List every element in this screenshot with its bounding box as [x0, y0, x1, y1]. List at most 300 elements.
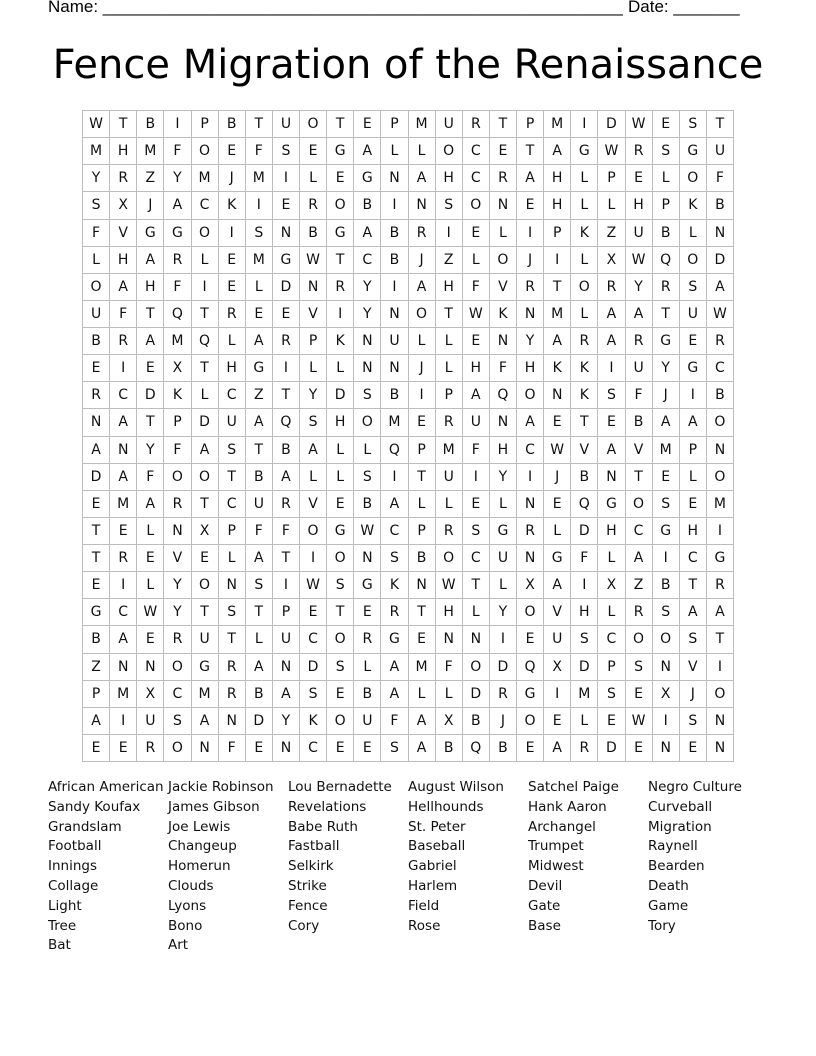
grid-cell: A	[463, 382, 490, 409]
grid-cell: T	[137, 409, 164, 436]
grid-cell: W	[83, 111, 110, 138]
grid-cell: L	[436, 491, 463, 518]
grid-cell: J	[653, 382, 680, 409]
grid-cell: N	[653, 654, 680, 681]
grid-cell: O	[707, 681, 734, 708]
grid-cell: A	[381, 491, 408, 518]
grid-cell: B	[83, 626, 110, 653]
grid-cell: T	[192, 599, 219, 626]
grid-cell: I	[192, 274, 219, 301]
grid-cell: G	[354, 572, 381, 599]
grid-cell: E	[137, 626, 164, 653]
grid-cell: I	[246, 192, 273, 219]
grid-cell: M	[192, 165, 219, 192]
grid-cell: T	[110, 111, 137, 138]
grid-cell: W	[626, 111, 653, 138]
grid-cell: N	[354, 328, 381, 355]
grid-cell: I	[219, 220, 246, 247]
grid-cell: L	[598, 545, 625, 572]
grid-cell: A	[300, 437, 327, 464]
grid-cell: S	[381, 735, 408, 762]
grid-cell: T	[327, 599, 354, 626]
grid-cell: L	[409, 681, 436, 708]
word-list-item: Innings	[48, 858, 98, 875]
grid-cell: N	[192, 735, 219, 762]
grid-cell: R	[517, 518, 544, 545]
grid-cell: S	[653, 599, 680, 626]
grid-cell: U	[273, 626, 300, 653]
word-list-item: Trumpet	[528, 838, 584, 855]
grid-cell: U	[354, 708, 381, 735]
grid-cell: C	[626, 518, 653, 545]
grid-cell: E	[626, 165, 653, 192]
grid-cell: C	[463, 545, 490, 572]
grid-cell: I	[544, 247, 571, 274]
grid-cell: E	[544, 708, 571, 735]
grid-cell: M	[246, 247, 273, 274]
grid-cell: S	[653, 138, 680, 165]
grid-cell: E	[680, 328, 707, 355]
word-list-item: Gabriel	[408, 858, 457, 875]
grid-cell: S	[246, 220, 273, 247]
grid-cell: D	[300, 654, 327, 681]
grid-cell: P	[409, 437, 436, 464]
grid-cell: Y	[490, 599, 517, 626]
grid-cell: B	[463, 708, 490, 735]
grid-cell: O	[626, 491, 653, 518]
grid-cell: L	[571, 708, 598, 735]
grid-cell: I	[680, 382, 707, 409]
grid-cell: T	[517, 138, 544, 165]
grid-cell: T	[192, 355, 219, 382]
grid-cell: K	[164, 382, 191, 409]
grid-cell: F	[164, 274, 191, 301]
grid-cell: I	[436, 220, 463, 247]
grid-cell: N	[544, 382, 571, 409]
word-list-item: Rose	[408, 917, 441, 934]
grid-cell: I	[517, 464, 544, 491]
grid-cell: B	[707, 382, 734, 409]
grid-cell: F	[436, 654, 463, 681]
grid-cell: T	[327, 111, 354, 138]
grid-cell: Y	[490, 464, 517, 491]
grid-cell: T	[571, 409, 598, 436]
grid-cell: A	[246, 409, 273, 436]
grid-cell: A	[544, 735, 571, 762]
grid-cell: O	[436, 545, 463, 572]
grid-cell: R	[436, 518, 463, 545]
word-list-item: Hank Aaron	[528, 798, 607, 815]
grid-cell: T	[327, 247, 354, 274]
grid-cell: A	[83, 708, 110, 735]
grid-cell: Z	[83, 654, 110, 681]
grid-cell: O	[463, 192, 490, 219]
grid-cell: U	[707, 138, 734, 165]
grid-cell: F	[110, 301, 137, 328]
grid-cell: M	[83, 138, 110, 165]
grid-cell: N	[354, 355, 381, 382]
grid-cell: V	[110, 220, 137, 247]
grid-cell: R	[164, 247, 191, 274]
word-list-item: Midwest	[528, 858, 584, 875]
word-search-grid	[82, 110, 734, 762]
grid-cell: N	[409, 572, 436, 599]
grid-cell: M	[571, 681, 598, 708]
grid-cell: S	[653, 491, 680, 518]
grid-cell: O	[653, 626, 680, 653]
grid-cell: D	[137, 382, 164, 409]
grid-cell: N	[219, 708, 246, 735]
grid-cell: G	[653, 328, 680, 355]
grid-cell: B	[409, 545, 436, 572]
word-list-item: African American	[48, 779, 164, 795]
grid-cell: V	[300, 301, 327, 328]
grid-cell: T	[219, 464, 246, 491]
grid-cell: T	[246, 437, 273, 464]
grid-cell: E	[273, 192, 300, 219]
word-list-item: Babe Ruth	[288, 818, 358, 835]
grid-cell: A	[409, 708, 436, 735]
grid-cell: E	[246, 301, 273, 328]
grid-cell: N	[707, 708, 734, 735]
grid-cell: G	[680, 355, 707, 382]
grid-cell: O	[192, 220, 219, 247]
grid-cell: G	[571, 138, 598, 165]
grid-cell: M	[544, 111, 571, 138]
grid-cell: R	[626, 328, 653, 355]
grid-cell: W	[463, 301, 490, 328]
grid-cell: L	[192, 247, 219, 274]
grid-cell: E	[83, 572, 110, 599]
grid-cell: V	[300, 491, 327, 518]
grid-cell: U	[463, 409, 490, 436]
grid-cell: E	[110, 735, 137, 762]
grid-cell: Z	[626, 572, 653, 599]
grid-cell: I	[164, 111, 191, 138]
grid-cell: O	[626, 626, 653, 653]
grid-cell: L	[490, 572, 517, 599]
grid-cell: Q	[381, 437, 408, 464]
grid-cell: P	[83, 681, 110, 708]
word-list-item: Death	[648, 877, 689, 894]
grid-cell: G	[192, 654, 219, 681]
grid-cell: N	[517, 545, 544, 572]
grid-cell: S	[680, 111, 707, 138]
grid-cell: P	[598, 654, 625, 681]
grid-cell: Y	[626, 274, 653, 301]
grid-cell: X	[544, 654, 571, 681]
grid-cell: E	[192, 545, 219, 572]
grid-cell: O	[354, 409, 381, 436]
grid-cell: R	[327, 274, 354, 301]
grid-cell: E	[653, 464, 680, 491]
grid-cell: F	[626, 382, 653, 409]
grid-cell: G	[653, 518, 680, 545]
grid-cell: J	[544, 464, 571, 491]
grid-cell: L	[409, 138, 436, 165]
grid-cell: P	[192, 111, 219, 138]
grid-cell: M	[436, 437, 463, 464]
grid-cell: A	[192, 437, 219, 464]
word-list-item: Tree	[48, 917, 77, 934]
grid-cell: R	[626, 138, 653, 165]
grid-cell: T	[273, 545, 300, 572]
grid-cell: E	[300, 138, 327, 165]
grid-cell: N	[598, 464, 625, 491]
grid-cell: E	[463, 220, 490, 247]
grid-cell: Z	[598, 220, 625, 247]
grid-cell: L	[137, 572, 164, 599]
grid-cell: N	[517, 491, 544, 518]
grid-cell: P	[544, 220, 571, 247]
grid-cell: H	[544, 192, 571, 219]
grid-cell: A	[110, 274, 137, 301]
grid-cell: R	[164, 626, 191, 653]
grid-cell: S	[354, 464, 381, 491]
grid-cell: E	[517, 192, 544, 219]
grid-cell: G	[327, 220, 354, 247]
word-list-item: Devil	[528, 877, 563, 894]
grid-cell: G	[598, 491, 625, 518]
word-list-item: Base	[528, 917, 561, 934]
grid-cell: M	[707, 491, 734, 518]
grid-cell: C	[680, 545, 707, 572]
grid-cell: A	[354, 138, 381, 165]
grid-cell: G	[137, 220, 164, 247]
grid-cell: O	[300, 111, 327, 138]
grid-cell: K	[571, 382, 598, 409]
grid-cell: D	[463, 681, 490, 708]
grid-cell: J	[517, 247, 544, 274]
grid-cell: U	[192, 626, 219, 653]
grid-cell: B	[707, 192, 734, 219]
grid-cell: K	[219, 192, 246, 219]
grid-cell: O	[517, 708, 544, 735]
grid-cell: R	[110, 545, 137, 572]
grid-cell: U	[436, 464, 463, 491]
grid-cell: S	[381, 545, 408, 572]
grid-cell: E	[327, 735, 354, 762]
grid-cell: A	[544, 138, 571, 165]
grid-cell: E	[626, 735, 653, 762]
grid-cell: A	[273, 464, 300, 491]
grid-cell: I	[110, 572, 137, 599]
grid-cell: I	[273, 165, 300, 192]
grid-cell: L	[490, 220, 517, 247]
grid-cell: A	[680, 599, 707, 626]
grid-cell: G	[164, 220, 191, 247]
grid-cell: S	[680, 626, 707, 653]
grid-cell: E	[517, 626, 544, 653]
grid-cell: A	[680, 409, 707, 436]
grid-cell: Y	[273, 708, 300, 735]
grid-cell: A	[707, 274, 734, 301]
grid-cell: T	[137, 301, 164, 328]
word-list-item: Light	[48, 897, 82, 914]
grid-cell: O	[680, 247, 707, 274]
grid-cell: Z	[436, 247, 463, 274]
grid-cell: A	[246, 654, 273, 681]
grid-cell: K	[571, 355, 598, 382]
grid-cell: E	[626, 681, 653, 708]
grid-cell: B	[246, 464, 273, 491]
grid-cell: E	[137, 545, 164, 572]
grid-cell: W	[626, 708, 653, 735]
grid-cell: L	[571, 301, 598, 328]
grid-cell: E	[246, 735, 273, 762]
grid-cell: A	[544, 328, 571, 355]
grid-cell: R	[653, 274, 680, 301]
grid-cell: G	[517, 681, 544, 708]
word-list-item: Bono	[168, 917, 203, 934]
grid-cell: R	[273, 491, 300, 518]
grid-cell: Y	[83, 165, 110, 192]
grid-cell: L	[83, 247, 110, 274]
word-list-item: Gate	[528, 897, 561, 914]
grid-cell: G	[490, 518, 517, 545]
grid-cell: F	[164, 138, 191, 165]
grid-cell: S	[463, 518, 490, 545]
grid-cell: C	[192, 192, 219, 219]
grid-cell: S	[436, 192, 463, 219]
grid-cell: N	[273, 735, 300, 762]
grid-cell: P	[219, 518, 246, 545]
grid-cell: G	[354, 165, 381, 192]
grid-cell: T	[192, 301, 219, 328]
grid-cell: G	[246, 355, 273, 382]
grid-cell: O	[680, 165, 707, 192]
grid-cell: E	[598, 708, 625, 735]
grid-cell: F	[219, 735, 246, 762]
grid-cell: A	[626, 545, 653, 572]
grid-cell: P	[300, 328, 327, 355]
grid-cell: E	[83, 491, 110, 518]
grid-cell: O	[571, 274, 598, 301]
grid-cell: T	[409, 599, 436, 626]
grid-cell: L	[219, 328, 246, 355]
grid-cell: X	[653, 681, 680, 708]
grid-cell: F	[164, 437, 191, 464]
grid-cell: R	[83, 382, 110, 409]
grid-cell: L	[463, 247, 490, 274]
grid-cell: N	[110, 437, 137, 464]
grid-cell: O	[83, 274, 110, 301]
grid-cell: Y	[300, 382, 327, 409]
grid-cell: L	[436, 355, 463, 382]
grid-cell: A	[246, 545, 273, 572]
grid-cell: B	[571, 464, 598, 491]
grid-cell: P	[653, 192, 680, 219]
grid-cell: R	[517, 274, 544, 301]
word-list-item: Art	[168, 937, 189, 954]
grid-cell: C	[300, 626, 327, 653]
grid-cell: U	[246, 491, 273, 518]
grid-cell: B	[653, 220, 680, 247]
grid-cell: J	[680, 681, 707, 708]
grid-cell: H	[680, 518, 707, 545]
grid-cell: R	[571, 735, 598, 762]
grid-cell: I	[273, 355, 300, 382]
grid-cell: A	[544, 572, 571, 599]
grid-cell: C	[463, 165, 490, 192]
grid-cell: H	[571, 599, 598, 626]
grid-cell: I	[409, 382, 436, 409]
word-list-item: August Wilson	[408, 779, 504, 795]
word-list-item: Fastball	[288, 838, 340, 855]
grid-cell: J	[137, 192, 164, 219]
grid-cell: C	[707, 355, 734, 382]
grid-cell: N	[409, 192, 436, 219]
grid-cell: A	[137, 328, 164, 355]
grid-cell: K	[300, 708, 327, 735]
grid-cell: K	[680, 192, 707, 219]
grid-cell: S	[327, 654, 354, 681]
grid-cell: U	[137, 708, 164, 735]
grid-cell: B	[381, 382, 408, 409]
grid-cell: N	[273, 220, 300, 247]
grid-cell: R	[598, 274, 625, 301]
grid-cell: O	[707, 464, 734, 491]
grid-cell: D	[490, 654, 517, 681]
grid-cell: L	[327, 464, 354, 491]
grid-cell: S	[219, 437, 246, 464]
grid-cell: B	[273, 437, 300, 464]
grid-cell: H	[463, 355, 490, 382]
grid-cell: T	[490, 111, 517, 138]
page-title: Fence Migration of the Renaissance	[52, 42, 764, 88]
grid-cell: E	[219, 274, 246, 301]
grid-cell: A	[110, 409, 137, 436]
grid-cell: X	[598, 572, 625, 599]
grid-cell: N	[137, 654, 164, 681]
grid-cell: L	[653, 165, 680, 192]
grid-cell: Q	[463, 735, 490, 762]
grid-cell: X	[164, 355, 191, 382]
grid-cell: O	[327, 545, 354, 572]
grid-cell: A	[110, 626, 137, 653]
grid-cell: I	[110, 355, 137, 382]
grid-cell: L	[680, 464, 707, 491]
grid-cell: N	[653, 735, 680, 762]
grid-cell: O	[327, 626, 354, 653]
grid-cell: M	[110, 681, 137, 708]
grid-cell: I	[463, 464, 490, 491]
grid-cell: L	[300, 464, 327, 491]
grid-cell: O	[436, 138, 463, 165]
grid-cell: A	[273, 681, 300, 708]
grid-cell: P	[409, 518, 436, 545]
word-list-item: Harlem	[408, 877, 458, 894]
grid-cell: D	[571, 654, 598, 681]
grid-cell: M	[164, 328, 191, 355]
grid-cell: S	[273, 138, 300, 165]
word-list-item: Baseball	[408, 838, 466, 855]
grid-cell: L	[680, 220, 707, 247]
grid-cell: A	[598, 437, 625, 464]
grid-cell: O	[463, 654, 490, 681]
grid-cell: B	[83, 328, 110, 355]
grid-cell: M	[544, 301, 571, 328]
word-list-item: Lyons	[168, 897, 207, 914]
grid-cell: O	[164, 735, 191, 762]
grid-cell: K	[327, 328, 354, 355]
grid-cell: B	[219, 111, 246, 138]
grid-cell: E	[354, 111, 381, 138]
grid-cell: F	[246, 518, 273, 545]
grid-cell: H	[436, 165, 463, 192]
grid-cell: Y	[354, 301, 381, 328]
grid-cell: A	[517, 409, 544, 436]
